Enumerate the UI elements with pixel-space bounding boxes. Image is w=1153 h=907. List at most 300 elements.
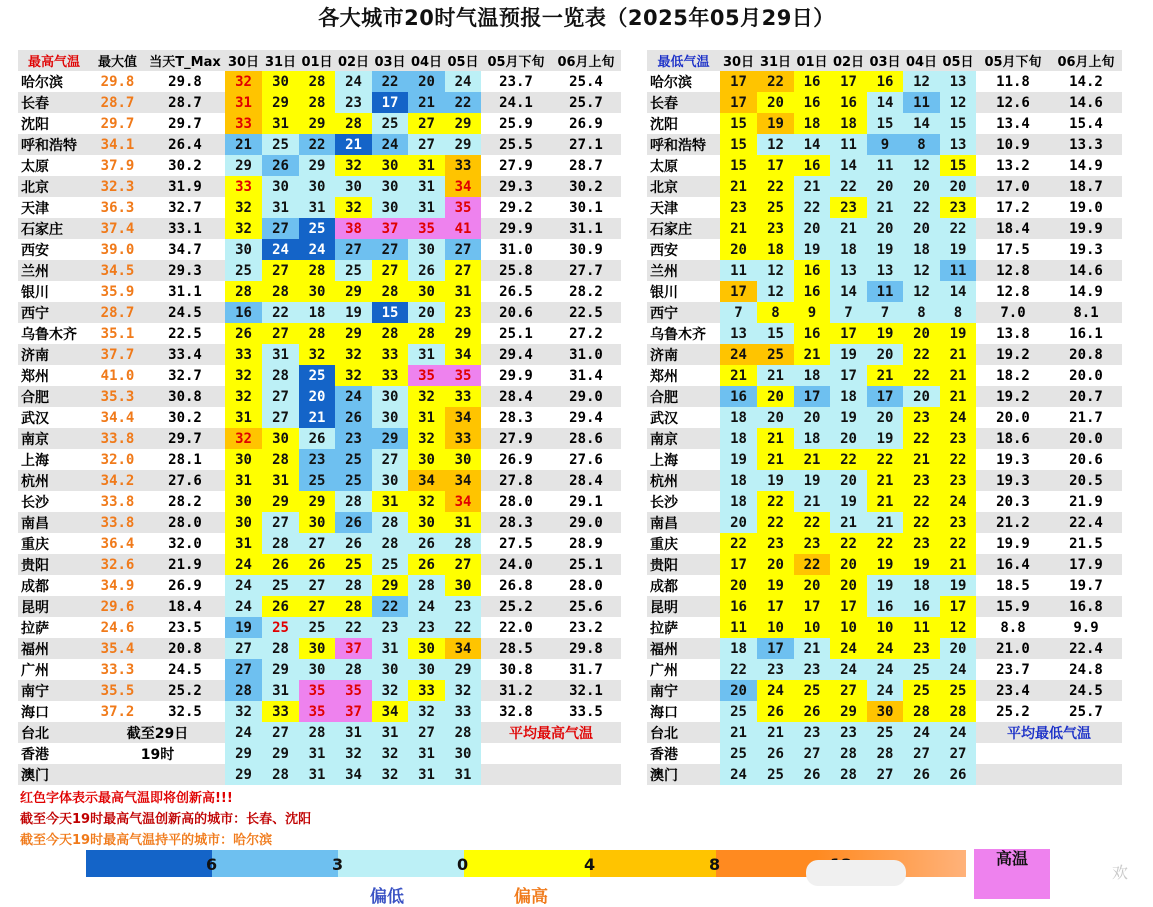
forecast-day-1: 15 xyxy=(757,323,794,344)
forecast-day-3: 25 xyxy=(335,554,372,575)
forecast-day-2: 20 xyxy=(299,386,335,407)
forecast-day-4: 16 xyxy=(867,596,903,617)
early-jun-avg: 31.7 xyxy=(569,661,603,678)
forecast-day-6: 28 xyxy=(940,701,976,722)
table-row xyxy=(647,155,1122,176)
table-row xyxy=(18,407,621,428)
forecast-day-5: 32 xyxy=(408,386,445,407)
forecast-day-2: 35 xyxy=(299,701,335,722)
forecast-day-2: 29 xyxy=(299,491,335,512)
table-row xyxy=(647,428,1122,449)
forecast-day-1: 27 xyxy=(262,386,299,407)
forecast-day-3: 25 xyxy=(335,449,372,470)
forecast-day-6: 26 xyxy=(940,764,976,785)
early-jun-avg: 25.7 xyxy=(1069,703,1103,720)
forecast-day-5: 31 xyxy=(408,197,445,218)
forecast-day-1: 17 xyxy=(757,638,794,659)
late-may-avg: 27.9 xyxy=(499,157,533,174)
forecast-day-5: 31 xyxy=(408,344,445,365)
late-may-avg: 24.1 xyxy=(481,92,551,113)
forecast-day-2: 21 xyxy=(299,407,335,428)
city-name: 广州 xyxy=(21,662,49,679)
table-row xyxy=(18,344,621,365)
city-name: 贵阳 xyxy=(18,554,90,575)
late-may-avg: 30.8 xyxy=(499,661,533,678)
forecast-day-1: 26 xyxy=(262,554,299,575)
forecast-day-0: 17 xyxy=(720,92,757,113)
late-may-avg: 29.2 xyxy=(499,199,533,216)
forecast-day-3: 18 xyxy=(830,113,867,134)
forecast-day-3: 25 xyxy=(335,260,372,281)
forecast-day-2: 21 xyxy=(794,449,830,470)
late-may-avg: 19.2 xyxy=(976,344,1050,365)
table-row xyxy=(18,197,621,218)
forecast-day-3: 19 xyxy=(830,491,867,512)
forecast-day-1: 27 xyxy=(262,218,299,239)
early-jun-avg: 19.7 xyxy=(1069,577,1103,594)
forecast-day-1: 28 xyxy=(262,533,299,554)
max-value: 32.6 xyxy=(90,554,145,575)
early-jun-avg: 21.7 xyxy=(1069,409,1103,426)
left-header-0: 最高气温 xyxy=(18,50,90,71)
forecast-day-6: 34 xyxy=(445,176,481,197)
late-may-avg: 28.3 xyxy=(499,409,533,426)
right-header-1: 30日 xyxy=(720,50,757,71)
forecast-day-2: 19 xyxy=(794,239,830,260)
early-jun-avg: 31.0 xyxy=(551,344,621,365)
city-name: 拉萨 xyxy=(650,620,678,637)
early-jun-avg: 22.5 xyxy=(551,302,621,323)
forecast-day-4: 29 xyxy=(372,428,408,449)
city-name: 呼和浩特 xyxy=(647,134,720,155)
early-jun-avg: 14.9 xyxy=(1069,157,1103,174)
late-may-avg: 32.8 xyxy=(499,703,533,720)
max-value: 34.4 xyxy=(100,409,135,426)
forecast-day-4: 20 xyxy=(867,407,903,428)
forecast-day-4: 17 xyxy=(867,386,903,407)
forecast-day-3: 27 xyxy=(830,680,867,701)
forecast-day-2: 20 xyxy=(794,218,830,239)
max-value: 35.5 xyxy=(90,680,145,701)
forecast-day-6: 21 xyxy=(940,554,976,575)
forecast-day-5: 31 xyxy=(408,155,445,176)
forecast-day-2: 18 xyxy=(794,428,830,449)
forecast-day-2: 19 xyxy=(794,470,830,491)
forecast-day-3: 13 xyxy=(830,260,867,281)
forecast-day-6: 21 xyxy=(940,365,976,386)
forecast-day-3: 32 xyxy=(335,743,372,764)
late-may-avg: 29.9 xyxy=(481,218,551,239)
forecast-day-4: 22 xyxy=(867,449,903,470)
left-header-3: 30日 xyxy=(225,50,262,71)
table-row xyxy=(18,176,621,197)
forecast-day-4: 30 xyxy=(372,407,408,428)
forecast-day-5: 30 xyxy=(408,239,445,260)
forecast-day-0: 26 xyxy=(225,323,262,344)
today-max: 28.2 xyxy=(168,493,202,510)
forecast-day-4: 32 xyxy=(372,743,408,764)
forecast-day-0: 32 xyxy=(225,365,262,386)
late-may-avg: 平均最高气温 xyxy=(481,722,621,743)
early-jun-avg: 33.5 xyxy=(569,703,603,720)
forecast-day-3: 17 xyxy=(830,596,867,617)
max-value: 33.8 xyxy=(90,512,145,533)
forecast-day-4: 10 xyxy=(867,617,903,638)
forecast-day-5: 28 xyxy=(408,575,445,596)
forecast-day-1: 20 xyxy=(757,92,794,113)
max-value: 34.9 xyxy=(100,577,135,594)
forecast-day-2: 29 xyxy=(299,155,335,176)
forecast-day-3: 28 xyxy=(335,491,372,512)
forecast-day-3: 25 xyxy=(335,470,372,491)
max-value: 29.7 xyxy=(100,115,135,132)
late-may-avg: 13.2 xyxy=(996,157,1030,174)
city-name: 拉萨 xyxy=(21,620,49,637)
forecast-day-1: 22 xyxy=(757,512,794,533)
forecast-day-4: 25 xyxy=(372,113,408,134)
today-max: 30.2 xyxy=(168,157,202,174)
city-name: 海口 xyxy=(21,704,49,721)
forecast-day-6: 22 xyxy=(940,449,976,470)
forecast-day-5: 31 xyxy=(408,764,445,785)
late-may-avg: 24.0 xyxy=(481,554,551,575)
forecast-day-2: 22 xyxy=(299,134,335,155)
table-row xyxy=(18,134,621,155)
forecast-day-2: 20 xyxy=(794,575,830,596)
city-name: 南京 xyxy=(647,428,720,449)
forecast-day-1: 26 xyxy=(262,596,299,617)
forecast-day-5: 20 xyxy=(903,176,940,197)
forecast-day-0: 31 xyxy=(225,470,262,491)
forecast-day-2: 25 xyxy=(299,470,335,491)
right-header-3: 01日 xyxy=(794,50,830,71)
forecast-day-2: 16 xyxy=(794,92,830,113)
today-max: 24.5 xyxy=(168,661,202,678)
forecast-day-0: 19 xyxy=(225,617,262,638)
forecast-day-4: 30 xyxy=(372,470,408,491)
left-header-1: 最大值 xyxy=(90,50,145,71)
table-row xyxy=(18,449,621,470)
legend-tick-4: 4 xyxy=(584,855,596,874)
forecast-day-2: 21 xyxy=(794,491,830,512)
legend-hot-box xyxy=(974,849,1050,899)
forecast-day-1: 20 xyxy=(757,407,794,428)
forecast-day-3: 27 xyxy=(335,239,372,260)
forecast-day-3: 20 xyxy=(830,575,867,596)
early-jun-avg: 24.5 xyxy=(1050,680,1122,701)
forecast-day-1: 30 xyxy=(262,71,299,92)
forecast-day-0: 29 xyxy=(225,155,262,176)
forecast-day-2: 18 xyxy=(794,113,830,134)
table-row xyxy=(647,722,1122,743)
forecast-day-1: 21 xyxy=(757,365,794,386)
forecast-day-3: 32 xyxy=(335,197,372,218)
forecast-day-2: 24 xyxy=(299,239,335,260)
forecast-day-4: 9 xyxy=(867,134,903,155)
forecast-day-3: 26 xyxy=(335,407,372,428)
city-name: 北京 xyxy=(647,176,720,197)
forecast-day-0: 7 xyxy=(720,302,757,323)
table-row xyxy=(18,155,621,176)
forecast-day-6: 28 xyxy=(445,533,481,554)
forecast-day-0: 25 xyxy=(720,743,757,764)
forecast-day-2: 21 xyxy=(794,638,830,659)
forecast-day-1: 27 xyxy=(262,722,299,743)
forecast-day-1: 27 xyxy=(262,323,299,344)
table-row xyxy=(18,260,621,281)
today-max: 28.7 xyxy=(145,92,225,113)
forecast-day-6: 33 xyxy=(445,428,481,449)
today-max: 32.5 xyxy=(168,703,202,720)
forecast-day-6: 15 xyxy=(940,113,976,134)
forecast-day-1: 8 xyxy=(757,302,794,323)
forecast-day-0: 24 xyxy=(225,554,262,575)
forecast-day-5: 22 xyxy=(903,365,940,386)
forecast-day-4: 32 xyxy=(372,680,408,701)
forecast-day-6: 15 xyxy=(940,155,976,176)
forecast-day-5: 22 xyxy=(903,512,940,533)
forecast-day-1: 28 xyxy=(262,365,299,386)
table-row xyxy=(18,743,621,764)
forecast-day-6: 33 xyxy=(445,701,481,722)
forecast-day-3: 20 xyxy=(830,554,867,575)
forecast-day-1: 24 xyxy=(757,680,794,701)
forecast-day-1: 22 xyxy=(757,491,794,512)
early-jun-avg: 25.7 xyxy=(551,92,621,113)
forecast-day-1: 25 xyxy=(757,764,794,785)
forecast-day-0: 31 xyxy=(225,533,262,554)
table-row xyxy=(647,176,1122,197)
max-value: 19时 xyxy=(140,746,175,763)
today-max: 24.5 xyxy=(145,302,225,323)
forecast-day-6: 22 xyxy=(445,92,481,113)
forecast-day-6: 11 xyxy=(940,260,976,281)
forecast-day-2: 18 xyxy=(299,302,335,323)
forecast-day-3: 28 xyxy=(335,113,372,134)
forecast-day-5: 14 xyxy=(903,113,940,134)
note-new-record-cities: 截至今天19时最高气温创新高的城市：长春、沈阳 xyxy=(20,812,312,827)
forecast-day-6: 24 xyxy=(940,659,976,680)
today-max: 33.1 xyxy=(145,218,225,239)
forecast-day-6: 24 xyxy=(445,71,481,92)
forecast-day-0: 30 xyxy=(225,449,262,470)
today-max: 30.2 xyxy=(168,409,202,426)
forecast-day-6: 29 xyxy=(445,113,481,134)
forecast-day-5: 18 xyxy=(903,575,940,596)
table-row xyxy=(18,659,621,680)
forecast-day-4: 27 xyxy=(372,239,408,260)
table-row xyxy=(647,470,1122,491)
right-header-8: 05月下旬 xyxy=(976,50,1050,71)
forecast-day-4: 30 xyxy=(372,197,408,218)
forecast-day-2: 16 xyxy=(794,323,830,344)
forecast-day-0: 24 xyxy=(225,575,262,596)
forecast-day-3: 19 xyxy=(830,344,867,365)
city-name: 太原 xyxy=(650,158,678,175)
forecast-day-2: 28 xyxy=(299,92,335,113)
early-jun-avg: 22.4 xyxy=(1050,638,1122,659)
table-row xyxy=(18,365,621,386)
forecast-day-5: 32 xyxy=(408,701,445,722)
forecast-day-6: 23 xyxy=(940,428,976,449)
city-name: 天津 xyxy=(650,200,678,217)
late-may-avg: 23.7 xyxy=(996,661,1030,678)
table-row xyxy=(647,764,1122,785)
city-name: 兰州 xyxy=(18,260,90,281)
table-row xyxy=(18,428,621,449)
forecast-day-1: 28 xyxy=(262,281,299,302)
forecast-day-3: 29 xyxy=(335,323,372,344)
forecast-day-3: 29 xyxy=(335,281,372,302)
city-name: 南京 xyxy=(18,428,90,449)
forecast-day-6: 8 xyxy=(940,302,976,323)
max-value: 29.8 xyxy=(100,73,135,90)
city-name: 上海 xyxy=(21,452,49,469)
forecast-day-1: 27 xyxy=(262,512,299,533)
max-value: 37.9 xyxy=(100,157,135,174)
forecast-day-1: 10 xyxy=(757,617,794,638)
forecast-day-2: 23 xyxy=(794,659,830,680)
forecast-day-5: 20 xyxy=(903,218,940,239)
forecast-day-0: 18 xyxy=(720,638,757,659)
table-row xyxy=(18,722,621,743)
table-row xyxy=(18,512,621,533)
city-name: 台北 xyxy=(647,722,720,743)
forecast-day-5: 23 xyxy=(903,638,940,659)
forecast-day-4: 23 xyxy=(372,617,408,638)
city-name: 香港 xyxy=(21,746,49,763)
forecast-day-1: 27 xyxy=(262,407,299,428)
city-name: 哈尔滨 xyxy=(21,74,63,91)
early-jun-avg: 20.0 xyxy=(1069,367,1103,384)
forecast-day-5: 12 xyxy=(903,260,940,281)
early-jun-avg: 16.8 xyxy=(1050,596,1122,617)
forecast-day-4: 11 xyxy=(867,155,903,176)
late-may-avg: 21.0 xyxy=(976,638,1050,659)
late-may-avg: 23.7 xyxy=(499,73,533,90)
table-row xyxy=(647,134,1122,155)
table-row xyxy=(18,596,621,617)
forecast-day-1: 30 xyxy=(262,428,299,449)
today-max: 22.5 xyxy=(168,325,202,342)
forecast-day-5: 26 xyxy=(408,260,445,281)
forecast-day-0: 28 xyxy=(225,680,262,701)
forecast-day-3: 20 xyxy=(830,428,867,449)
forecast-day-6: 23 xyxy=(940,512,976,533)
forecast-day-6: 41 xyxy=(445,218,481,239)
early-jun-avg xyxy=(1050,743,1122,764)
forecast-day-2: 23 xyxy=(299,449,335,470)
forecast-day-4: 37 xyxy=(372,218,408,239)
forecast-day-1: 12 xyxy=(757,134,794,155)
forecast-day-0: 21 xyxy=(225,134,262,155)
watermark-char: 欢 xyxy=(1112,863,1129,882)
forecast-day-0: 13 xyxy=(720,323,757,344)
table-row xyxy=(18,239,621,260)
late-may-avg: 15.9 xyxy=(976,596,1050,617)
city-name: 西宁 xyxy=(18,302,90,323)
table-row xyxy=(647,113,1122,134)
forecast-day-1: 24 xyxy=(262,239,299,260)
forecast-day-5: 31 xyxy=(408,407,445,428)
forecast-day-3: 11 xyxy=(830,134,867,155)
table-row xyxy=(647,638,1122,659)
forecast-day-4: 28 xyxy=(372,512,408,533)
table-row xyxy=(647,218,1122,239)
right-header-0: 最低气温 xyxy=(647,50,720,71)
forecast-day-0: 18 xyxy=(720,428,757,449)
table-row xyxy=(18,71,621,92)
late-may-avg: 19.9 xyxy=(996,535,1030,552)
page-title: 各大城市20时气温预报一览表（2025年05月29日） xyxy=(318,6,835,30)
legend-high-label: 偏高 xyxy=(514,887,548,907)
forecast-day-3: 30 xyxy=(335,176,372,197)
forecast-day-4: 19 xyxy=(867,239,903,260)
forecast-day-0: 15 xyxy=(720,134,757,155)
forecast-day-4: 27 xyxy=(372,449,408,470)
forecast-day-3: 14 xyxy=(830,155,867,176)
forecast-day-2: 35 xyxy=(299,680,335,701)
forecast-day-3: 23 xyxy=(335,428,372,449)
right-header-5: 03日 xyxy=(867,50,903,71)
forecast-day-0: 30 xyxy=(225,491,262,512)
forecast-day-2: 31 xyxy=(299,197,335,218)
table-row xyxy=(18,554,621,575)
city-name: 天津 xyxy=(21,200,49,217)
forecast-day-0: 30 xyxy=(225,239,262,260)
forecast-day-3: 28 xyxy=(335,659,372,680)
forecast-day-0: 20 xyxy=(720,575,757,596)
late-may-avg: 25.9 xyxy=(499,115,533,132)
forecast-day-1: 19 xyxy=(757,575,794,596)
table-row xyxy=(18,281,621,302)
forecast-day-0: 31 xyxy=(225,92,262,113)
today-max: 18.4 xyxy=(145,596,225,617)
max-value: 32.3 xyxy=(90,176,145,197)
forecast-day-5: 11 xyxy=(903,92,940,113)
forecast-day-6: 27 xyxy=(445,260,481,281)
early-jun-avg: 29.1 xyxy=(569,493,603,510)
max-value xyxy=(90,764,145,785)
early-jun-avg: 20.7 xyxy=(1050,386,1122,407)
forecast-day-6: 23 xyxy=(445,302,481,323)
early-jun-avg xyxy=(551,764,621,785)
forecast-day-2: 29 xyxy=(299,113,335,134)
right-header-6: 04日 xyxy=(903,50,940,71)
forecast-day-2: 20 xyxy=(794,407,830,428)
forecast-day-5: 12 xyxy=(903,281,940,302)
city-name: 广州 xyxy=(650,662,678,679)
city-name: 杭州 xyxy=(18,470,90,491)
max-value: 36.3 xyxy=(100,199,135,216)
forecast-day-2: 10 xyxy=(794,617,830,638)
forecast-day-2: 27 xyxy=(794,743,830,764)
forecast-day-5: 27 xyxy=(408,722,445,743)
table-row xyxy=(18,533,621,554)
max-value: 41.0 xyxy=(100,367,135,384)
forecast-day-1: 25 xyxy=(757,197,794,218)
forecast-day-5: 22 xyxy=(903,344,940,365)
forecast-day-2: 14 xyxy=(794,134,830,155)
forecast-day-1: 12 xyxy=(757,281,794,302)
forecast-day-3: 34 xyxy=(335,764,372,785)
forecast-day-0: 23 xyxy=(720,197,757,218)
forecast-day-6: 34 xyxy=(445,638,481,659)
early-jun-avg: 27.1 xyxy=(551,134,621,155)
forecast-day-6: 27 xyxy=(445,239,481,260)
forecast-day-6: 31 xyxy=(445,281,481,302)
forecast-day-3: 37 xyxy=(335,701,372,722)
